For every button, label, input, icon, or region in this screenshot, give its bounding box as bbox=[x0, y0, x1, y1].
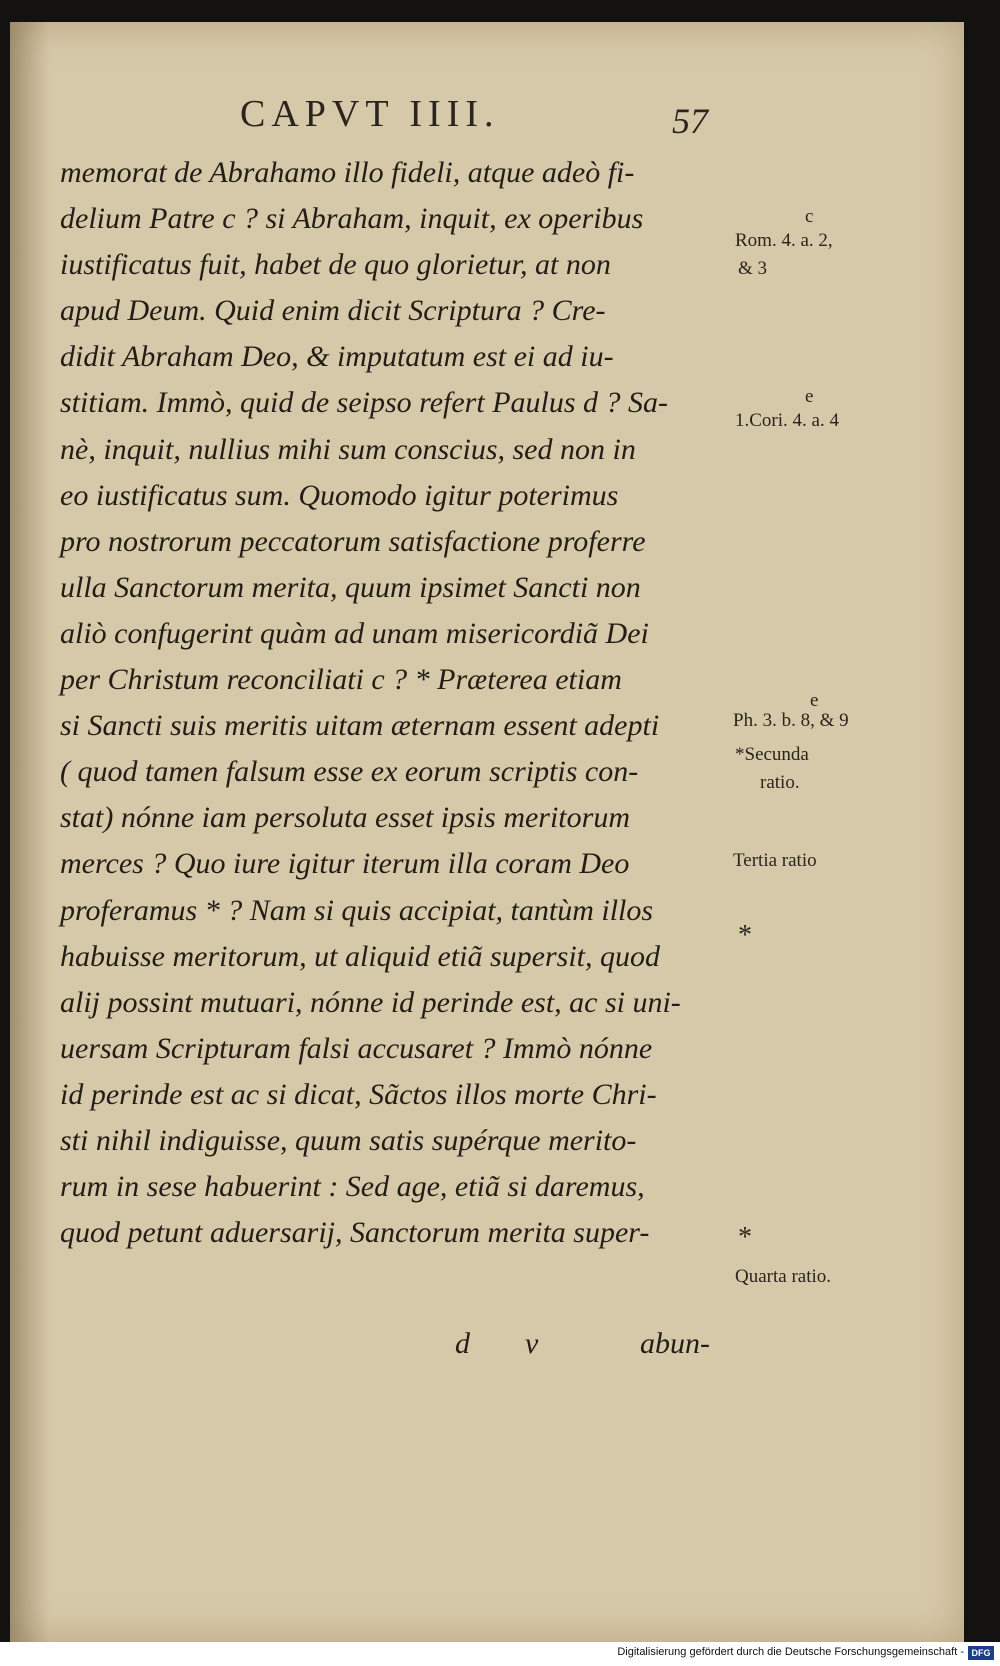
margin-note-letter: e bbox=[805, 386, 814, 407]
text-line: rum in sese habuerint : Sed age, etiã si daremus, bbox=[60, 1170, 645, 1204]
text-line: merces ? Quo iure igitur iterum illa coram Deo bbox=[60, 847, 630, 881]
folio-number: 57 bbox=[672, 101, 708, 141]
margin-note-letter: e bbox=[810, 690, 819, 711]
margin-note: Ph. 3. b. 8, & 9 bbox=[733, 710, 849, 731]
margin-note: ratio. bbox=[760, 772, 800, 793]
text-line: quod petunt aduersarij, Sanctorum merita super- bbox=[60, 1216, 650, 1250]
running-head: CAPVT IIII. bbox=[240, 93, 500, 135]
catchword: abun- bbox=[640, 1327, 710, 1360]
text-line: alij possint mutuari, nónne id perinde est, ac si uni- bbox=[60, 985, 681, 1019]
footer-credit: Digitalisierung gefördert durch die Deutsche Forschungsgemeinschaft - bbox=[617, 1646, 964, 1658]
text-line: habuisse meritorum, ut aliquid etiã supersit, quod bbox=[60, 939, 660, 973]
text-line: sti nihil indiguisse, quum satis supérque merito- bbox=[60, 1123, 637, 1157]
text-line: stat) nónne iam persoluta esset ipsis meritorum bbox=[60, 801, 630, 835]
margin-note: 1.Cori. 4. a. 4 bbox=[735, 410, 839, 431]
text-line: uersam Scripturam falsi accusaret ? Immò nónne bbox=[60, 1031, 653, 1065]
text-line: didit Abraham Deo, & imputatum est ei ad iu- bbox=[60, 340, 614, 374]
text-line: apud Deum. Quid enim dicit Scriptura ? Cre- bbox=[60, 294, 606, 328]
text-line: memorat de Abrahamo illo fideli, atque adeò fi- bbox=[60, 156, 635, 189]
margin-note: *Secunda bbox=[735, 744, 809, 765]
text-line: iustificatus fuit, habet de quo glorietur, at non bbox=[60, 248, 611, 282]
text-line: aliò confugerint quàm ad unam misericordiã Dei bbox=[60, 616, 649, 650]
margin-asterisk: * bbox=[738, 1222, 752, 1253]
margin-note-letter: c bbox=[805, 206, 814, 227]
text-line: delium Patre c ? si Abraham, inquit, ex operibus bbox=[60, 202, 644, 236]
margin-note: & 3 bbox=[738, 258, 768, 279]
text-line: ulla Sanctorum merita, quum ipsimet Sancti non bbox=[60, 570, 641, 604]
margin-note: Rom. 4. a. 2, bbox=[735, 230, 833, 251]
text-line: proferamus * ? Nam si quis accipiat, tantùm illos bbox=[60, 893, 654, 927]
margin-asterisk: * bbox=[738, 920, 752, 951]
dfg-logo-icon: DFG bbox=[968, 1646, 994, 1660]
signature-numeral: v bbox=[525, 1327, 539, 1360]
digitization-footer bbox=[0, 1642, 1000, 1666]
text-line: nè, inquit, nullius mihi sum conscius, sed non in bbox=[60, 432, 636, 466]
text-line: si Sancti suis meritis uitam æternam essent adepti bbox=[60, 709, 660, 743]
margin-note: Tertia ratio bbox=[733, 850, 817, 871]
text-line: ( quod tamen falsum esse ex eorum scriptis con- bbox=[60, 755, 639, 789]
text-line: per Christum reconciliati c ? * Præterea etiam bbox=[60, 663, 622, 697]
text-line: pro nostrorum peccatorum satisfactione proferre bbox=[60, 524, 646, 558]
signature-letter: d bbox=[455, 1327, 470, 1360]
text-line: eo iustificatus sum. Quomodo igitur poterimus bbox=[60, 478, 619, 512]
text-line: id perinde est ac si dicat, Sãctos illos morte Chri- bbox=[60, 1077, 657, 1111]
margin-note: Quarta ratio. bbox=[735, 1266, 832, 1287]
text-line: stitiam. Immò, quid de seipso refert Paulus d ? Sa- bbox=[60, 386, 669, 420]
